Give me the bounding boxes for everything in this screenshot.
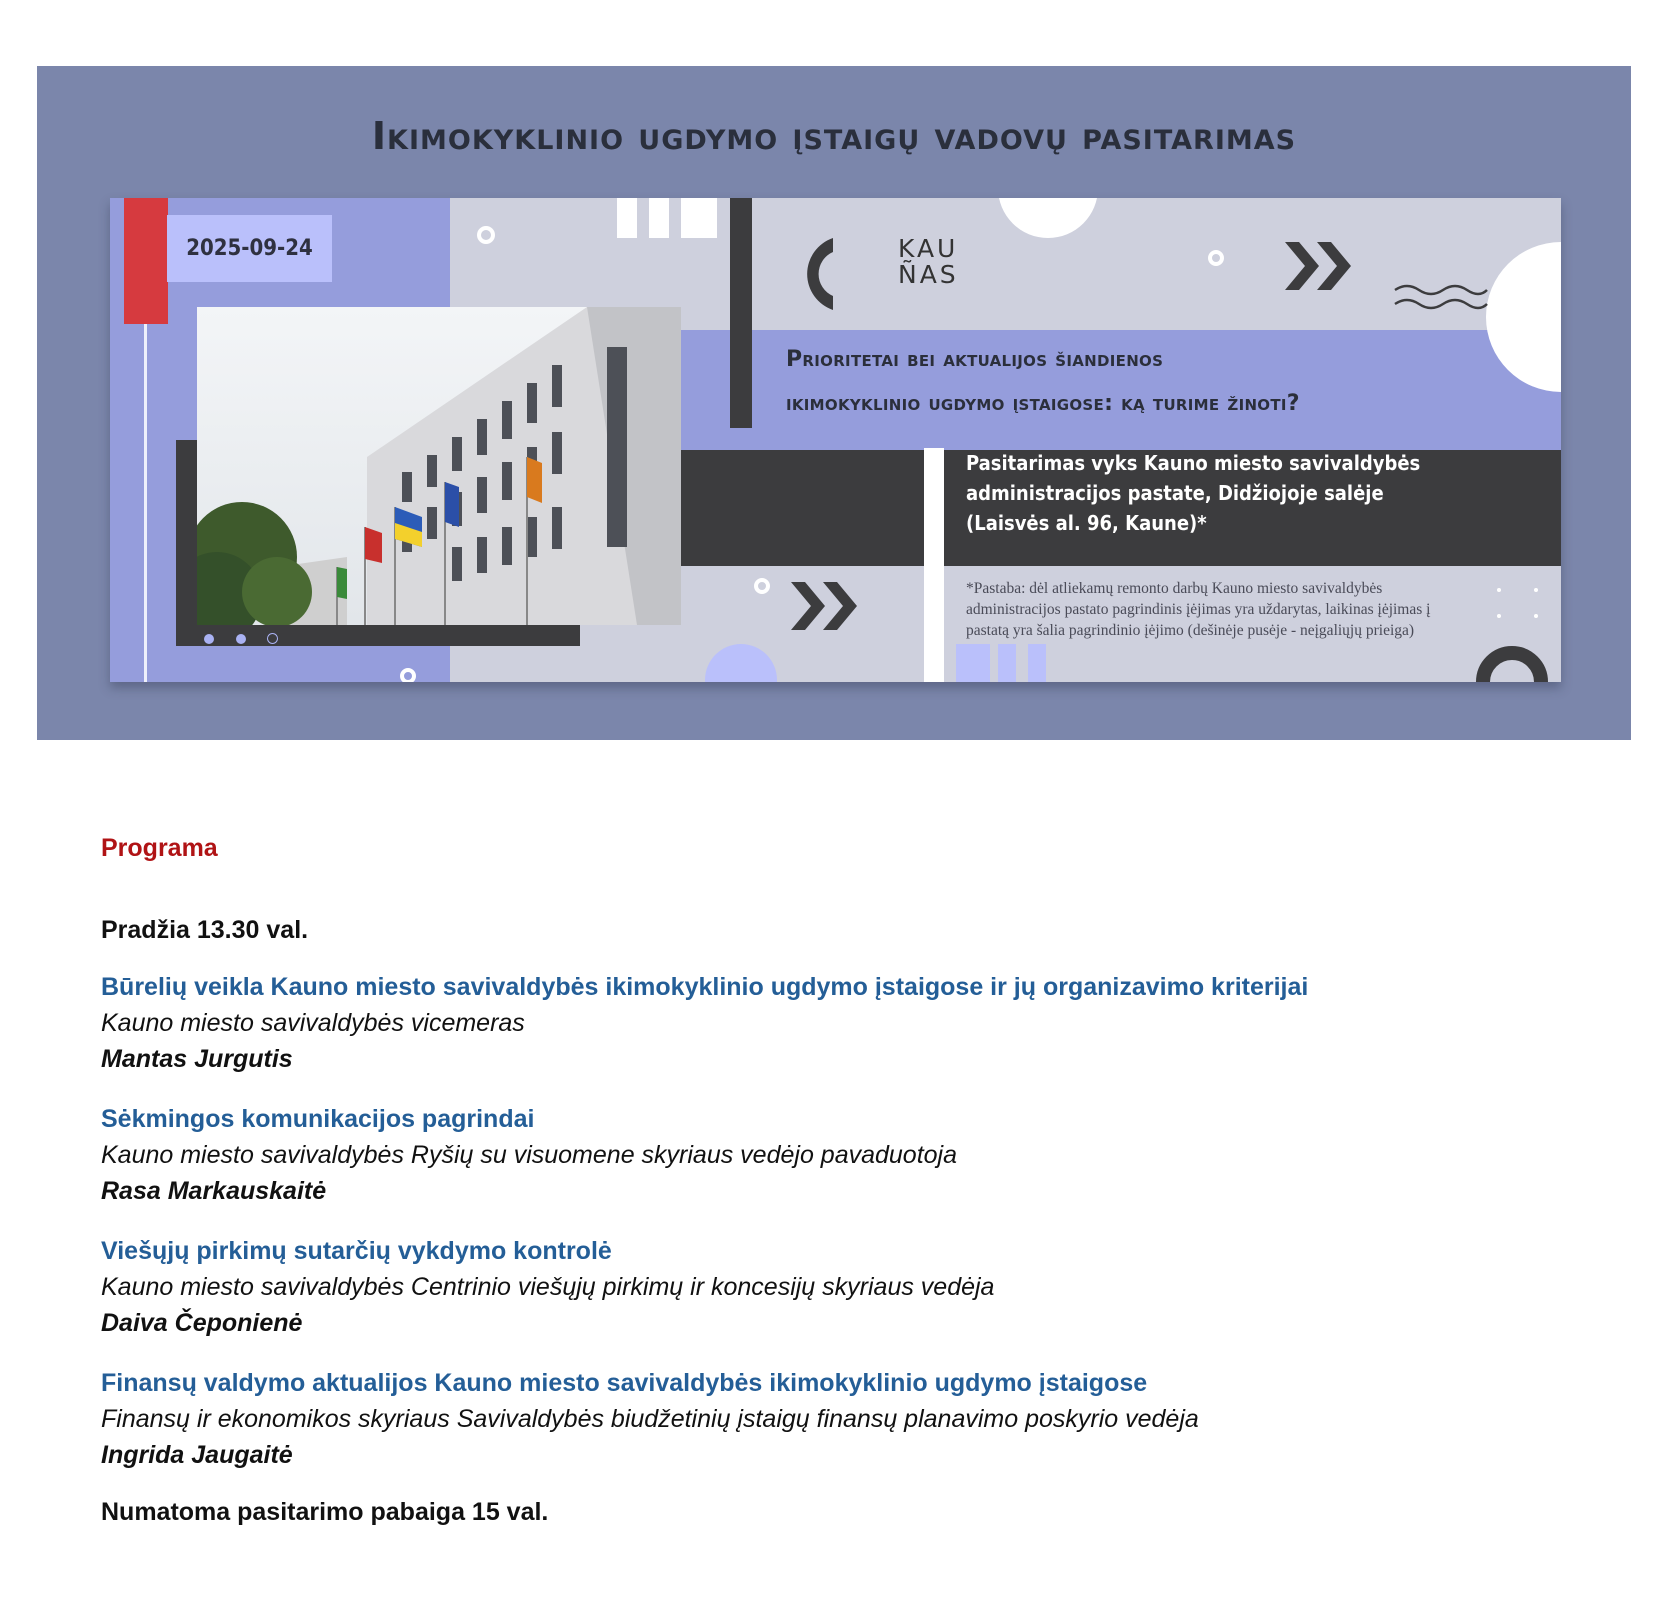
speaker-name: Daiva Čeponienė	[101, 1309, 303, 1337]
program-item	[101, 1233, 1601, 1341]
program-item	[101, 969, 1601, 1077]
ring-icon	[1208, 250, 1224, 266]
event-banner	[37, 66, 1631, 740]
dot-decor	[1534, 588, 1538, 592]
program-section	[101, 833, 1601, 1527]
decor-bars	[617, 198, 637, 238]
end-time: Numatoma pasitarimo pabaiga 15 val.	[101, 1498, 549, 1526]
ring-icon	[477, 226, 495, 244]
slider-dot-3[interactable]	[267, 633, 278, 644]
decor-bars	[998, 644, 1016, 682]
circle-decor	[998, 198, 1098, 238]
program-item-title: Būrelių veikla Kauno miesto savivaldybės ikimokyklinio ugdymo įstaigose ir jų organizavimo kriterijai	[101, 973, 1309, 1001]
dot-decor	[1497, 614, 1501, 618]
slider-dot-2[interactable]	[236, 634, 246, 644]
speaker-name: Rasa Markauskaitė	[101, 1177, 327, 1205]
event-date: 2025-09-24	[167, 215, 332, 282]
waves-icon	[1393, 282, 1489, 314]
dot-decor	[1497, 588, 1501, 592]
circle-decor	[705, 644, 777, 682]
dot-decor	[1534, 614, 1538, 618]
speaker-name: Mantas Jurgutis	[101, 1045, 293, 1073]
red-accent	[124, 198, 168, 324]
program-item-title: Finansų valdymo aktualijos Kauno miesto savivaldybės ikimokyklinio ugdymo įstaigose	[101, 1369, 1148, 1397]
decor-bars	[956, 644, 990, 682]
dark-vertical-bar	[730, 198, 752, 428]
program-item-title: Viešųjų pirkimų sutarčių vykdymo kontrolė	[101, 1237, 612, 1265]
banner-card	[110, 198, 1561, 682]
c-shape-icon	[793, 234, 837, 314]
ring-icon	[400, 668, 416, 682]
decor-bars	[681, 198, 717, 238]
program-item-title: Sėkmingos komunikacijos pagrindai	[101, 1105, 535, 1133]
ring-icon	[754, 578, 770, 594]
banner-title: Ikimokyklinio ugdymo įstaigų vadovų pasitarimas	[371, 114, 1297, 158]
building-photo	[197, 307, 681, 625]
start-time: Pradžia 13.30 val.	[101, 916, 309, 944]
speaker-name: Ingrida Jaugaitė	[101, 1441, 293, 1469]
kaunas-logo: KAU ÑAS	[898, 234, 959, 289]
white-divider	[924, 448, 944, 682]
speaker-role: Kauno miesto savivaldybės vicemeras	[101, 1009, 525, 1037]
entrance-note: *Pastaba: dėl atliekamų remonto darbų Kauno miesto savivaldybės administracijos pastato pagrindinis įėjimas yra uždarytas, laikinas įėjimas į pastatą yra šalia pagrindinio įėjimo (dešinėje pusėje - neįgaliųjų prieiga)	[966, 580, 1431, 639]
banner-subtitle: Prioritetai bei aktualijos šiandienos ikimokyklinio ugdymo įstaigose: ką turime žinoti?	[786, 347, 1300, 416]
slider-dot-1[interactable]	[204, 634, 214, 644]
double-chevron-icon	[790, 582, 862, 630]
double-chevron-icon	[1285, 242, 1355, 290]
decor-bars	[649, 198, 669, 238]
speaker-role: Kauno miesto savivaldybės Centrinio viešųjų pirkimų ir koncesijų skyriaus vedėja	[101, 1273, 995, 1301]
speaker-role: Finansų ir ekonomikos skyriaus Savivaldybės biudžetinių įstaigų finansų planavimo poskyrio vedėja	[101, 1405, 1199, 1433]
decor-bars	[1028, 644, 1046, 682]
speaker-role: Kauno miesto savivaldybės Ryšių su visuomene skyriaus vedėjo pavaduotoja	[101, 1141, 958, 1169]
thin-line	[144, 324, 147, 682]
venue-info: Pasitarimas vyks Kauno miesto savivaldybės administracijos pastate, Didžiojoje salėje (Laisvės al. 96, Kaune)*	[966, 451, 1421, 535]
program-heading: Programa	[101, 834, 218, 862]
program-item	[101, 1365, 1601, 1473]
ring-icon	[1476, 646, 1548, 682]
program-item	[101, 1101, 1601, 1209]
